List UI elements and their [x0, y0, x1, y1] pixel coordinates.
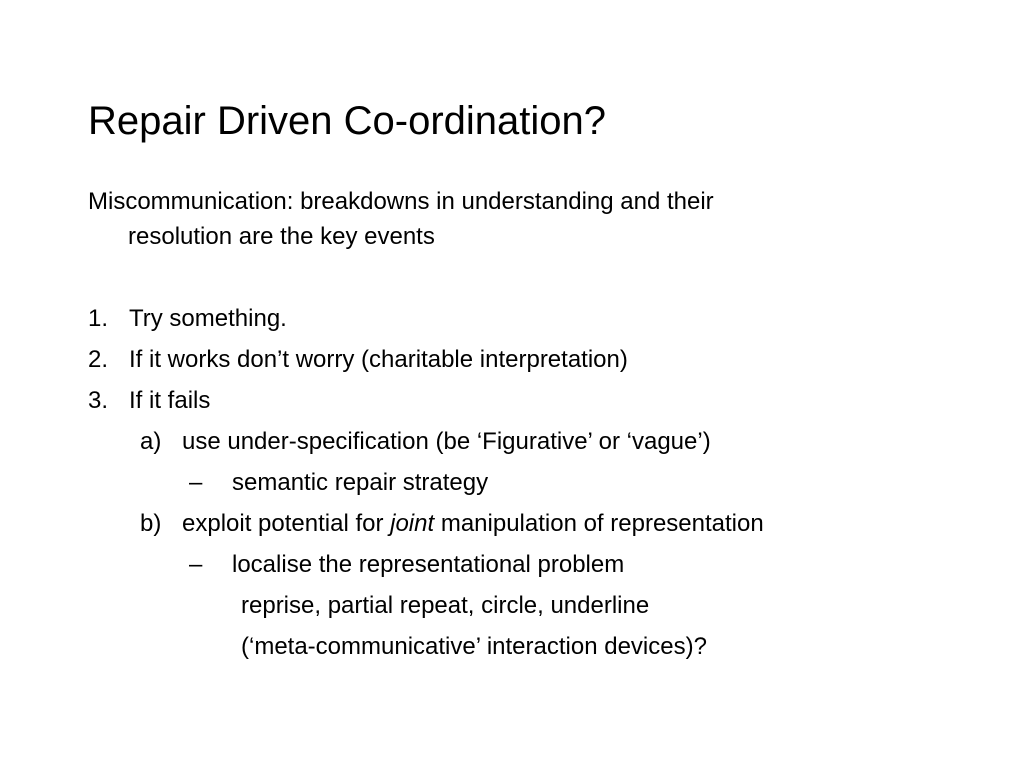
item-3-text: If it fails	[129, 387, 211, 414]
sub-b-text-after: manipulation of representation	[434, 510, 764, 537]
item-2-marker: 2.	[88, 346, 109, 373]
sub-b-detail-2: (‘meta-communicative’ interaction devices)?	[241, 633, 707, 660]
item-1-text: Try something.	[129, 305, 287, 332]
intro-line-1: Miscommunication: breakdowns in understanding and their	[88, 188, 714, 215]
item-1-marker: 1.	[88, 305, 109, 332]
sub-a-dash: –	[189, 469, 203, 496]
sub-b-text	[182, 509, 764, 539]
sub-b-dash-text: localise the representational problem	[232, 551, 625, 578]
sub-b-text-italic: joint	[390, 510, 435, 537]
sub-a-text: use under-specification (be ‘Figurative’ or ‘vague’)	[182, 428, 711, 455]
sub-b-detail-1: reprise, partial repeat, circle, underline	[241, 592, 650, 619]
sub-a-dash-text: semantic repair strategy	[232, 469, 489, 496]
sub-b-dash: –	[189, 551, 203, 578]
intro-line-2: resolution are the key events	[128, 223, 435, 250]
slide-title: Repair Driven Co-ordination?	[88, 99, 607, 143]
item-3-marker: 3.	[88, 387, 109, 414]
sub-b-marker: b)	[140, 510, 162, 537]
item-2-text: If it works don’t worry (charitable interpretation)	[129, 346, 628, 373]
sub-a-marker: a)	[140, 428, 162, 455]
sub-b-text-before: exploit potential for	[182, 510, 391, 537]
